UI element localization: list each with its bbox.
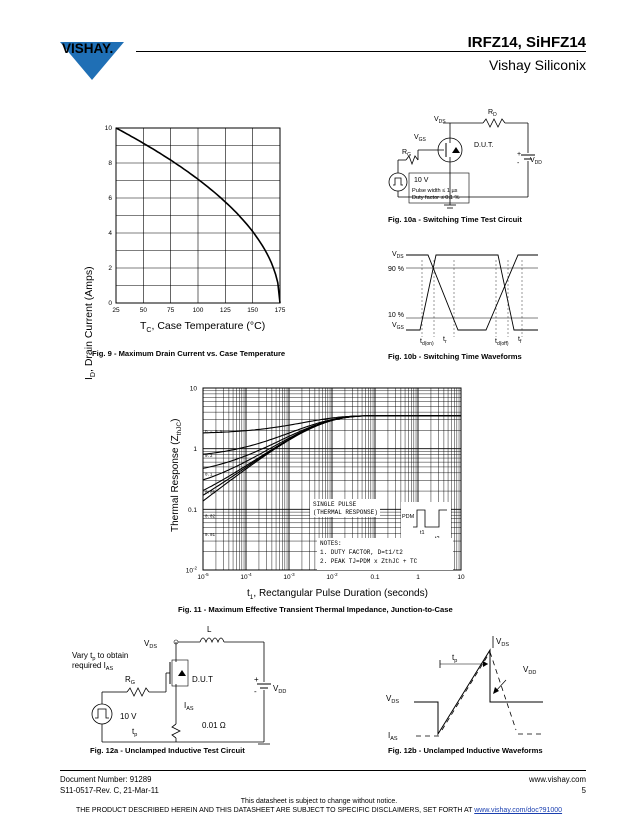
inductor-l (200, 638, 224, 642)
vgs-waveform (406, 255, 538, 330)
fig11-notes-title: NOTES: (320, 540, 342, 547)
website-link[interactable]: www.vishay.com (528, 775, 586, 784)
rg-resistor (127, 688, 149, 696)
fig10a-circuit (378, 105, 558, 215)
fig9-grid (116, 128, 280, 303)
fig12a-circuit (72, 622, 287, 747)
vishay-logo-graphic (58, 32, 138, 82)
fig10b-tf-label: $t_f$ (518, 336, 522, 345)
fig10a-rd-label: $R_D$ (488, 109, 497, 118)
fig12b-vds-top-label: $V_{DS}$ (496, 637, 509, 648)
fig12b-tp-label: $t_p$ (452, 653, 458, 664)
fig12a-plus: + (254, 675, 259, 684)
fig10b-tdon-label: $t_{d(on)}$ (420, 338, 434, 347)
fig9-x-tick: 125 (219, 307, 231, 314)
fig10a-dut-label: D.U.T. (474, 142, 494, 149)
fig12a-caption: Fig. 12a - Unclamped Inductive Test Circuit (90, 746, 245, 755)
fig9-y-tick: 0 (108, 300, 112, 307)
fig10b-waveforms (378, 245, 558, 350)
fig11-y-tick: 0.1 (187, 506, 197, 514)
fig11-single-pulse: SINGLE PULSE (313, 501, 357, 508)
fig10a-duty-factor: Duty factor ≤ 0.1 % (412, 195, 460, 201)
fig10b-vds-label: $V_{DS}$ (392, 251, 404, 260)
fig11-pdm-label: PDM (402, 514, 415, 520)
fig9-x-label: $T_C$, Case Temperature (°C) (140, 320, 266, 334)
vds-waveform (406, 255, 538, 330)
fig9-y-tick: 8 (108, 160, 112, 167)
fig11-x-tick: 1 (416, 574, 420, 581)
fig12a-r001-label: 0.01 Ω (202, 721, 226, 730)
fig11-y-ticks (186, 386, 198, 575)
fig10a-vgs-label: $V_{GS}$ (414, 134, 426, 143)
fig11-y-tick: 10 (189, 385, 197, 393)
fig10b-90-label: 90 % (388, 266, 404, 273)
fig12a-dut-label: D.U.T (192, 675, 213, 684)
fig9-y-tick: 4 (108, 230, 112, 237)
fig11-d-label: 0.1 (205, 473, 213, 478)
fig9-x-tick: 25 (112, 307, 120, 314)
fig11-chart (165, 382, 475, 602)
fig11-d-label: 0.01 (205, 533, 216, 538)
fig10a-minus: - (517, 160, 520, 167)
fig11-x-tick: $10^{-2}$ (326, 572, 338, 581)
disclaimer-link[interactable]: www.vishay.com/doc?91000 (474, 807, 563, 814)
fig11-d-label: 0.05 (205, 491, 216, 496)
page-subtitle: Vishay Siliconix (488, 57, 586, 73)
fig9-x-tick: 50 (139, 307, 147, 314)
fig9-chart (70, 110, 325, 380)
fig12b-vds-label: $V_{DS}$ (386, 694, 399, 705)
fig11-x-ticks (197, 572, 465, 581)
fig11-note2: 2. PEAK TJ=PDM x ZthJC + TC (320, 558, 418, 565)
fig9-y-label: $I_D$, Drain Current (Amps) (83, 266, 97, 380)
fig10b-tdoff-label: $t_{d(off)}$ (495, 338, 509, 347)
pulse-source (92, 704, 112, 724)
fig10b-vgs-label: $V_{GS}$ (392, 322, 404, 331)
fig12b-vdd-label: $V_{DD}$ (523, 665, 537, 676)
fig11-thermal-response: (THERMAL RESPONSE) (313, 509, 378, 516)
fig12a-minus: - (254, 687, 257, 696)
fig9-caption: Fig. 9 - Maximum Drain Current vs. Case Temperature (92, 349, 286, 358)
fig10a-pulse-width: Pulse width ≤ 1 µs (412, 188, 458, 194)
fig11-y-label: Thermal Response $(Z_{thJC})$ (170, 418, 183, 532)
fig9-y-tick: 10 (104, 125, 112, 132)
fig9-y-tick: 2 (108, 265, 112, 272)
fig11-caption: Fig. 11 - Maximum Effective Transient Thermal Impedance, Junction-to-Case (178, 605, 453, 614)
fig12a-ias-label: $I_{AS}$ (184, 701, 194, 712)
revision: S11-0517-Rev. C, 21-Mar-11 (60, 786, 159, 795)
fig12a-vary-line1: Vary $t_p$ to obtain (72, 651, 129, 662)
fig11-d-label: 0.02 (205, 515, 216, 520)
fig9-x-tick: 175 (274, 307, 286, 314)
fig10a-10v-label: 10 V (414, 177, 429, 184)
disclaimer-text: THE PRODUCT DESCRIBED HEREIN AND THIS DATASHEET ARE SUBJECT TO SPECIFIC DISCLAIMERS, SET FORTH AT (75, 807, 475, 814)
fig9-x-tick: 100 (192, 307, 204, 314)
brand-text: VISHAY. (62, 41, 114, 56)
fig11-note1: 1. DUTY FACTOR, D=t1/t2 (320, 549, 403, 556)
fig12a-vds-label: $V_{DS}$ (144, 639, 157, 650)
fig9-y-ticks (105, 125, 113, 307)
fig11-y-tick: 1 (193, 446, 197, 454)
fig11-x-tick: 0.1 (370, 574, 380, 581)
fig12a-vary-line2: required $I_{AS}$ (72, 661, 114, 672)
fig10a-plus: + (517, 151, 522, 158)
fig11-x-label: $t_1$, Rectangular Pulse Duration (seconds) (247, 588, 428, 601)
fig11-x-tick: $10^{-3}$ (283, 572, 295, 581)
fig10b-tr-label: $t_r$ (443, 336, 447, 345)
sense-resistor (172, 724, 180, 738)
vishay-logo (58, 32, 138, 82)
fig9-y-tick: 6 (108, 195, 112, 202)
fig12a-l-label: L (207, 625, 212, 634)
fig11-d-label: 0.2 (205, 455, 213, 460)
vds-waveform (414, 650, 543, 734)
fig10b-caption: Fig. 10b - Switching Time Waveforms (388, 352, 522, 361)
doc-number: Document Number: 91289 (60, 775, 152, 784)
fig11-x-tick: $10^{-5}$ (197, 572, 209, 581)
change-notice: This datasheet is subject to change without notice. (240, 798, 398, 805)
page-title: IRFZ14, SiHFZ14 (467, 34, 586, 51)
fig9-x-ticks (112, 307, 285, 314)
fig12b-ias-label: $I_{AS}$ (388, 731, 398, 742)
page-number: 5 (581, 786, 586, 795)
fig10a-vds-label: $V_{DS}$ (434, 116, 446, 125)
fig12a-tp-label: $t_p$ (132, 727, 138, 738)
fig11-y-tick: $10^{-2}$ (185, 565, 197, 575)
fig12b-waveforms (378, 630, 558, 745)
header-rule (136, 51, 586, 52)
fig9-x-tick: 75 (167, 307, 175, 314)
pulse-source (389, 173, 407, 191)
fig12a-vdd-label: $V_{DD}$ (273, 684, 287, 695)
fig11-d-label: D = 0.5 (205, 430, 223, 435)
fig10a-rg-label: $R_G$ (402, 149, 411, 158)
fig9-x-tick: 150 (247, 307, 259, 314)
fig11-t1-label: t1 (420, 530, 425, 536)
fig12a-rg-label: $R_G$ (125, 675, 136, 686)
rd-resistor (483, 119, 505, 127)
fig10a-vdd-label: $V_{DD}$ (530, 157, 542, 166)
fig11-x-tick: 10 (457, 574, 465, 581)
footer-rule (60, 770, 586, 771)
fig10b-10-label: 10 % (388, 312, 404, 319)
fig12a-10v-label: 10 V (120, 712, 137, 721)
disclaimer (0, 807, 638, 814)
fig10a-caption: Fig. 10a - Switching Time Test Circuit (388, 215, 522, 224)
fig11-x-tick: $10^{-4}$ (240, 572, 252, 581)
fig12b-caption: Fig. 12b - Unclamped Inductive Waveforms (388, 746, 543, 755)
